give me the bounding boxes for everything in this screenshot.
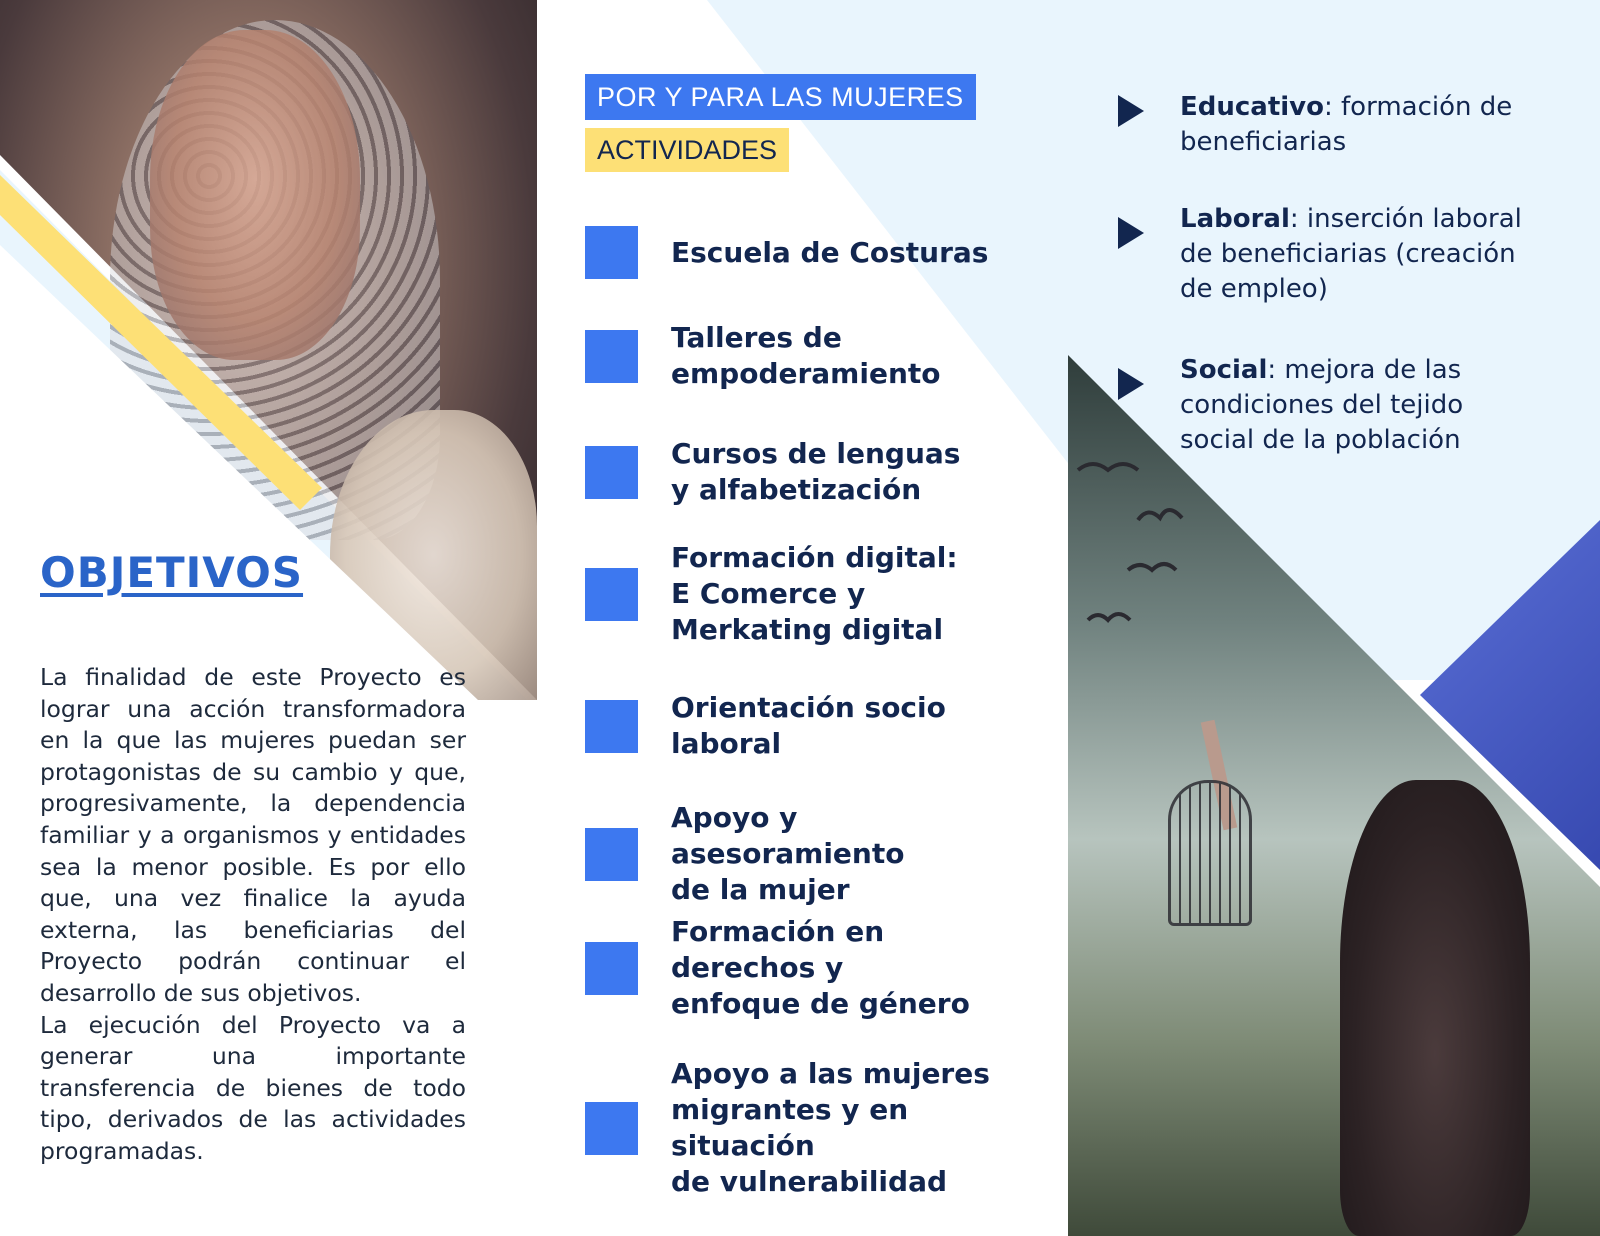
blue-square-bullet-icon [585, 700, 638, 753]
benefit-text [1180, 90, 1540, 160]
benefit-text [1180, 202, 1540, 307]
blue-square-bullet-icon [585, 330, 638, 383]
activity-item [585, 914, 1035, 1022]
activity-label: Talleres de empoderamiento [671, 321, 941, 390]
blue-square-bullet-icon [585, 226, 638, 279]
activity-item [585, 436, 1035, 508]
blue-square-bullet-icon [585, 1102, 638, 1155]
bird-cage-icon [1168, 780, 1252, 926]
benefit-desc: : inserción laboral de beneficiarias (creación de empleo) [1180, 204, 1522, 304]
blue-square-bullet-icon [585, 828, 638, 881]
activity-item [585, 320, 1035, 392]
activity-label: Formación en derechos y enfoque de género [671, 915, 970, 1020]
activity-label: Formación digital: E Comerce y Merkating digital [671, 541, 958, 646]
blue-square-bullet-icon [585, 446, 638, 499]
actividades-tag: ACTIVIDADES [585, 128, 789, 172]
benefit-desc: : mejora de las condiciones del tejido social de la población [1180, 355, 1464, 455]
activity-item [585, 800, 1035, 908]
play-arrow-icon [1118, 368, 1144, 400]
activity-label: Orientación socio laboral [671, 691, 946, 760]
play-arrow-icon [1118, 217, 1144, 249]
play-arrow-icon [1118, 95, 1144, 127]
benefit-term: Social [1180, 355, 1268, 385]
benefit-term: Educativo [1180, 92, 1324, 122]
photo-woman-silhouette [1340, 780, 1530, 1236]
activity-label: Escuela de Costuras [671, 235, 989, 269]
benefit-term: Laboral [1180, 204, 1290, 234]
objetivos-body [40, 662, 466, 1168]
activity-item [585, 540, 1035, 648]
birds-icon [1068, 430, 1248, 680]
activity-item [585, 1056, 1035, 1200]
benefit-desc: : formación de beneficiarias [1180, 92, 1513, 157]
blue-square-bullet-icon [585, 568, 638, 621]
por-y-para-las-mujeres-tag: POR Y PARA LAS MUJERES [585, 74, 976, 120]
activity-label: Cursos de lenguas y alfabetización [671, 437, 961, 506]
benefit-text [1180, 353, 1540, 458]
blue-square-bullet-icon [585, 942, 638, 995]
activity-label: Apoyo y asesoramiento de la mujer [671, 801, 905, 906]
activity-item [585, 226, 1035, 279]
objetivos-paragraph: La finalidad de este Proyecto es lograr una acción transformadora en la que las mujeres puedan ser protagonistas de su cambio y que, progresivamente, la dependencia familiar y a organismos y entidades sea la menor posible. Es por ello que, una vez finalice la ayuda externa, las beneficiarias del Proyecto podrán continuar el desarrollo de sus objetivos. [40, 663, 466, 1007]
photo-face-shape [150, 30, 360, 360]
activity-item [585, 690, 1035, 762]
objetivos-heading: OBJETIVOS [40, 548, 304, 597]
activity-label: Apoyo a las mujeres migrantes y en situación de vulnerabilidad [671, 1057, 990, 1198]
objetivos-paragraph: La ejecución del Proyecto va a generar una importante transferencia de bienes de todo tipo, derivados de las actividades programadas. [40, 1010, 466, 1165]
